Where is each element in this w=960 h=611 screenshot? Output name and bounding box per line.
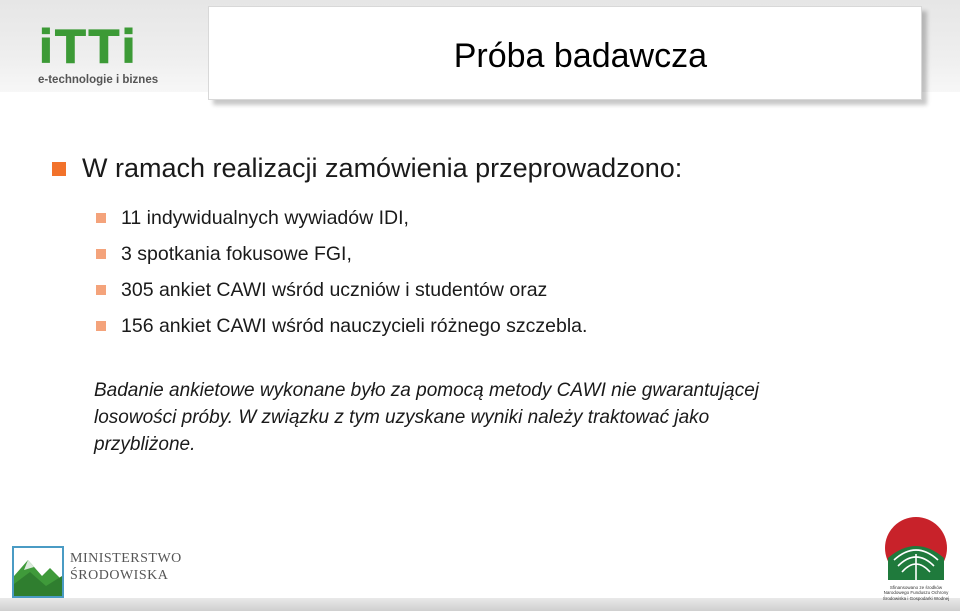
list-item [96, 236, 587, 272]
note-paragraph [94, 377, 894, 458]
sub-bullet-list [96, 200, 587, 344]
fund-text-line: Sfinansowano ze środków [889, 585, 943, 590]
title-box [208, 6, 922, 100]
ministry-logo [12, 546, 182, 598]
fund-text-line: Środowiska i Gospodarki Wodnej [882, 595, 950, 601]
note-line: przybliżone. [94, 434, 196, 455]
fund-logo [880, 514, 952, 606]
ministry-mountain-icon [12, 546, 64, 598]
ministry-name-line: ŚRODOWISKA [70, 568, 169, 583]
ministry-name-line: MINISTERSTWO [70, 551, 182, 566]
note-line: losowości próby. W związku z tym uzyskane wyniki należy traktować jako [94, 407, 710, 428]
note-line: Badanie ankietowe wykonane było za pomocą metody CAWI nie gwarantującej [94, 380, 760, 401]
list-item-text: 305 ankiet CAWI wśród uczniów i studentów oraz [121, 278, 548, 301]
fund-text-line: Narodowego Funduszu Ochrony [883, 590, 949, 596]
list-item-text: 156 ankiet CAWI wśród nauczycieli różnego szczebla. [121, 314, 588, 337]
footer-band [0, 595, 960, 611]
list-item-text: 11 indywidualnych wywiadów IDI, [121, 206, 409, 229]
itti-logo-letters: iTTi [38, 20, 138, 74]
list-item-text: 3 spotkania fokusowe FGI, [121, 242, 352, 265]
page-title: Próba badawcza [453, 37, 707, 75]
main-bullet-text: W ramach realizacji zamówienia przeprowadzono: [82, 153, 683, 183]
bullet-square-icon [96, 213, 106, 223]
bullet-square-icon [52, 162, 66, 176]
main-bullet [52, 153, 682, 184]
itti-logo [38, 20, 178, 90]
bullet-square-icon [96, 321, 106, 331]
bullet-square-icon [96, 285, 106, 295]
bullet-square-icon [96, 249, 106, 259]
list-item [96, 308, 587, 344]
list-item [96, 200, 587, 236]
fund-tree-icon [880, 514, 952, 586]
list-item [96, 272, 587, 308]
itti-logo-tagline: e-technologie i biznes [38, 74, 159, 86]
